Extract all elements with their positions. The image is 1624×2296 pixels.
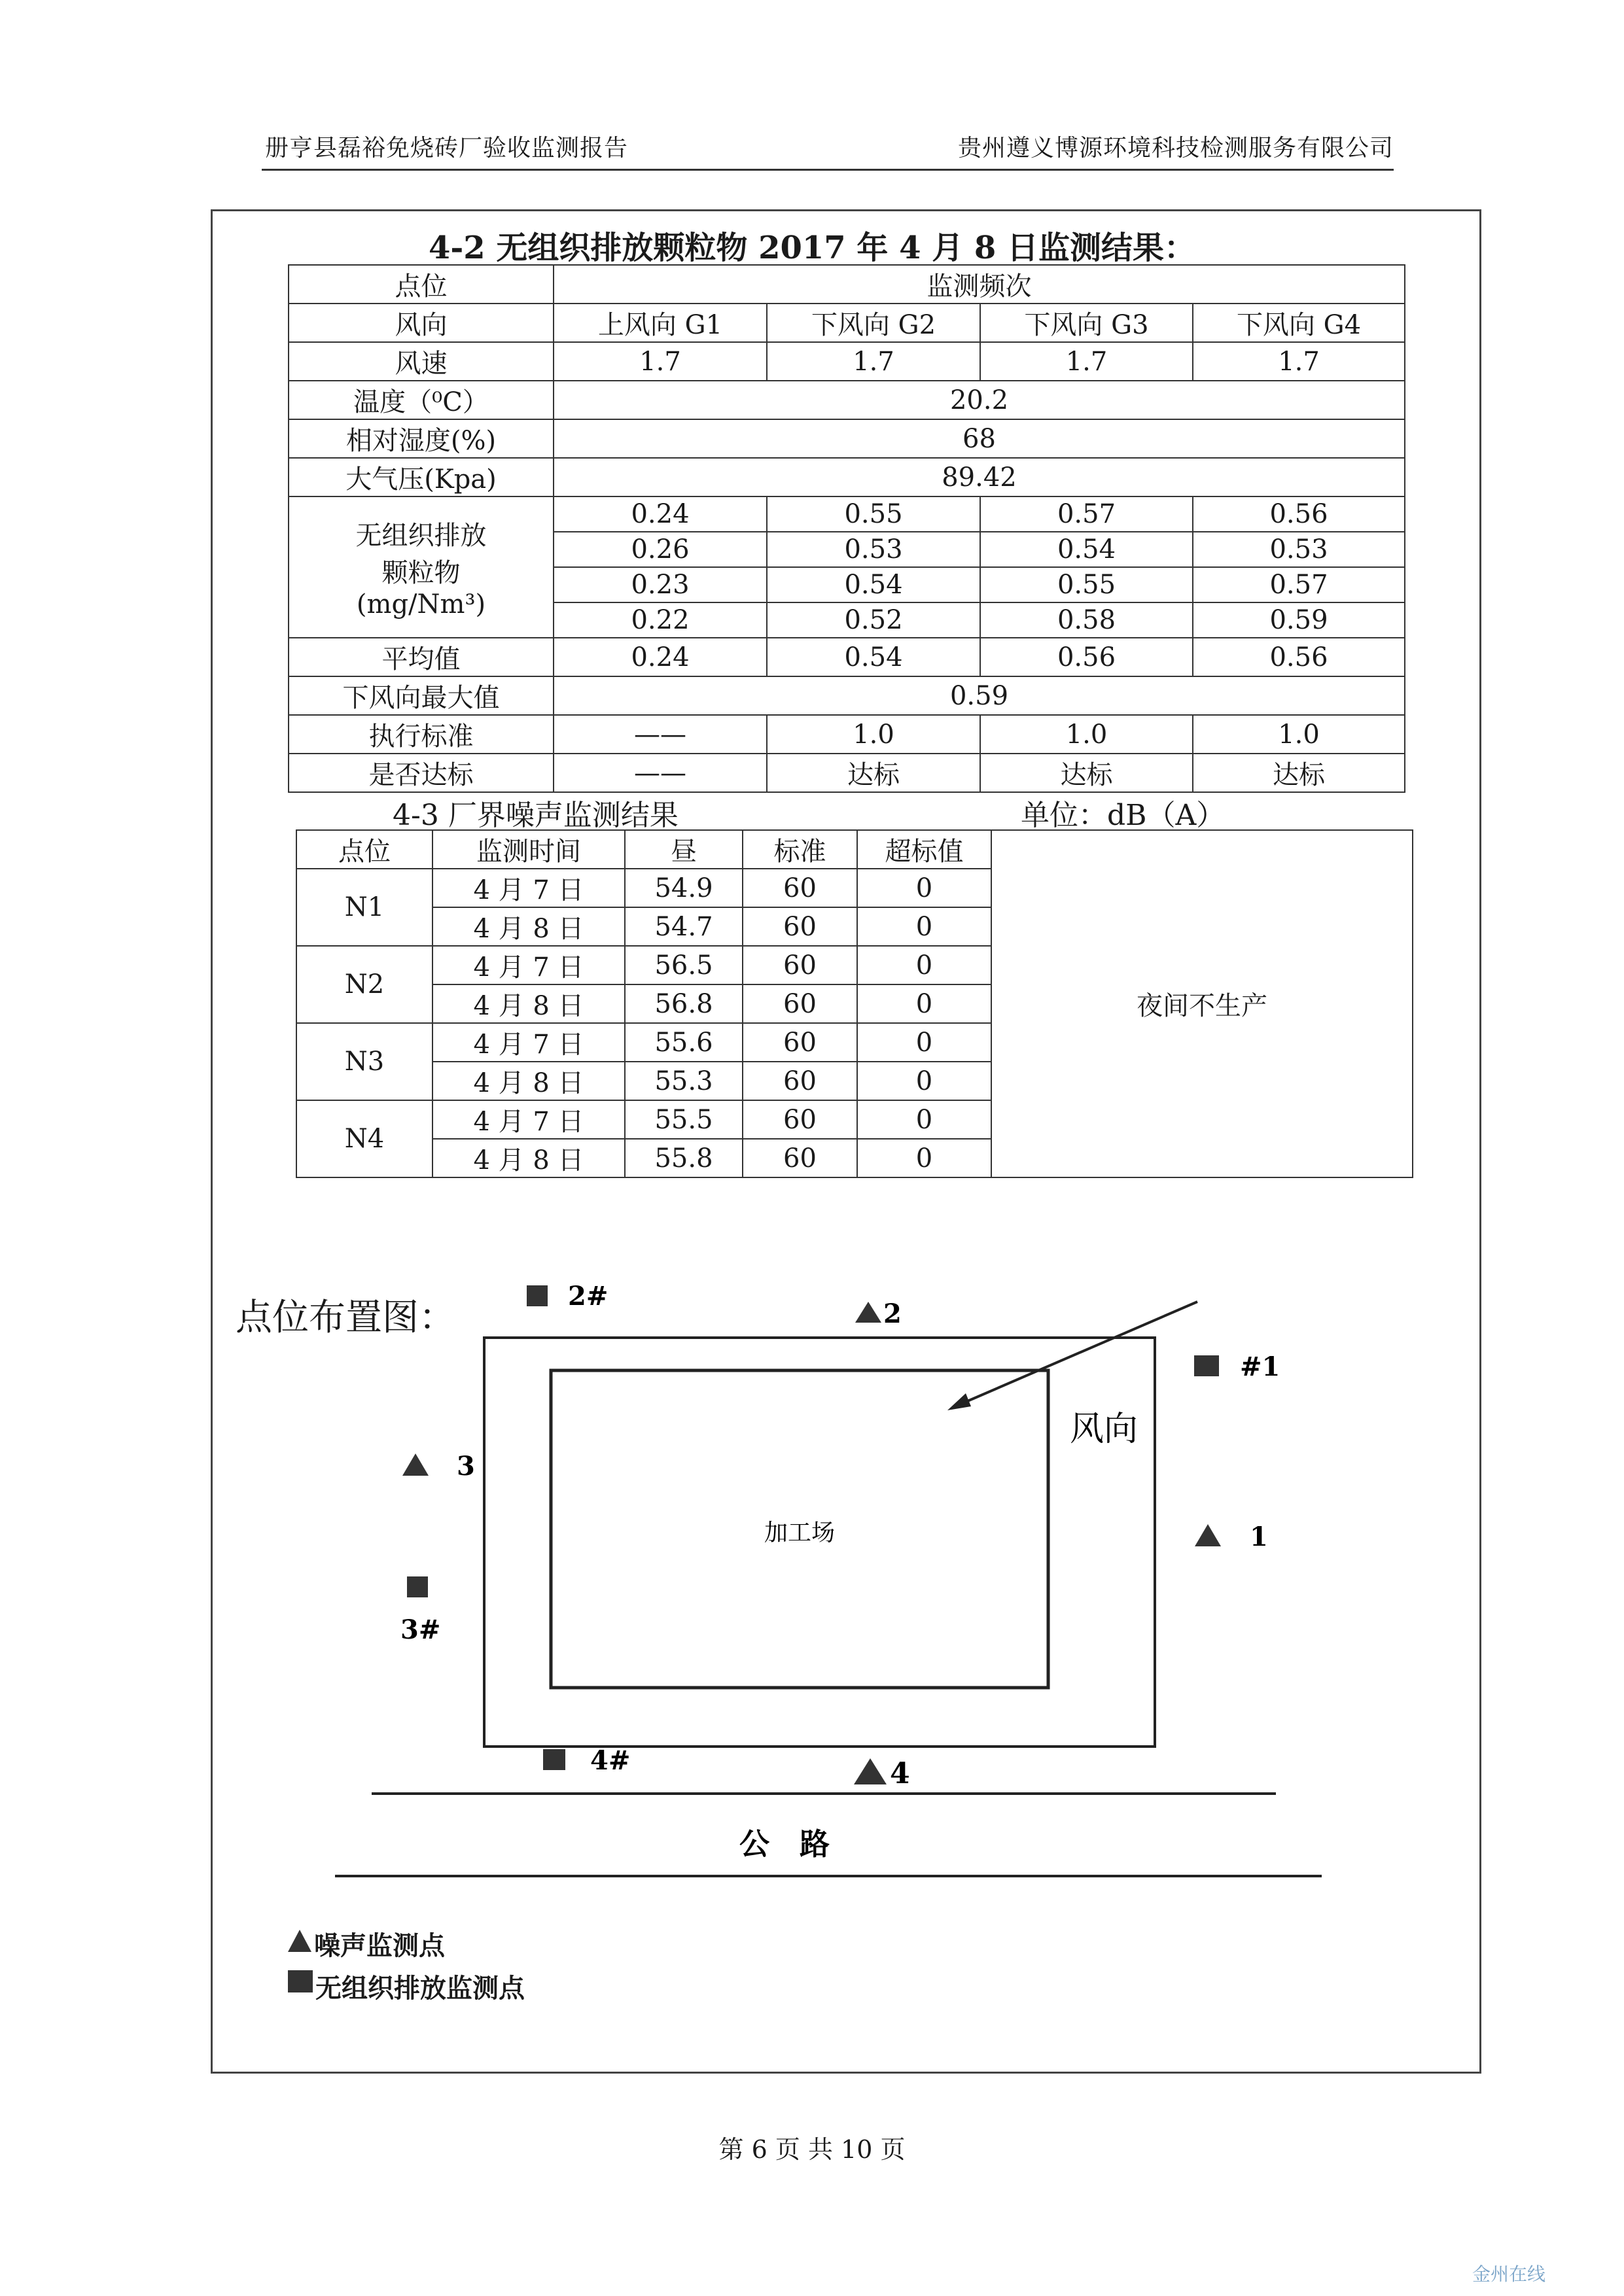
cell: 0.22 — [554, 602, 767, 638]
table-row — [289, 342, 1405, 381]
compliance-g1: —— — [554, 754, 767, 792]
cell: 54.9 — [625, 869, 743, 907]
label-frequency: 监测频次 — [554, 265, 1405, 304]
downwind-max-value: 0.59 — [554, 676, 1405, 715]
table-row — [289, 754, 1405, 792]
header-company: 贵州遵义博源环境科技检测服务有限公司 — [957, 135, 1394, 162]
average-g4: 0.56 — [1193, 638, 1405, 676]
label-standard: 执行标准 — [289, 715, 554, 754]
cell: 0.59 — [1193, 602, 1405, 638]
wind-dir-g3: 下风向 G3 — [980, 304, 1193, 342]
cell: 4 月 8 日 — [432, 984, 625, 1023]
night-note: 夜间不生产 — [991, 830, 1413, 1177]
header-day: 昼 — [625, 830, 743, 869]
cell: 60 — [743, 1100, 857, 1139]
label-wind-speed: 风速 — [289, 342, 554, 381]
cell: 4 月 7 日 — [432, 869, 625, 907]
dust-point-1-label: #1 — [1240, 1351, 1280, 1382]
wind-dir-g1: 上风向 G1 — [554, 304, 767, 342]
table1-title: 4-2 无组织排放颗粒物 2017 年 4 月 8 日监测结果： — [428, 230, 1196, 266]
cell: 4 月 8 日 — [432, 907, 625, 946]
label-humidity: 相对湿度(%) — [289, 419, 554, 458]
table-row — [289, 496, 1405, 532]
wind-dir-g4: 下风向 G4 — [1193, 304, 1405, 342]
average-g1: 0.24 — [554, 638, 767, 676]
wind-label: 风向 — [1070, 1410, 1139, 1449]
header-exceed: 超标值 — [857, 830, 991, 869]
cell: 4 月 7 日 — [432, 1100, 625, 1139]
cell: 60 — [743, 1023, 857, 1062]
noise-point-1-label: 1 — [1250, 1522, 1268, 1552]
pressure-value: 89.42 — [554, 458, 1405, 496]
table-row — [296, 830, 1413, 869]
cell: 0.23 — [554, 567, 767, 602]
label-compliance: 是否达标 — [289, 754, 554, 792]
cell: 60 — [743, 984, 857, 1023]
header-report-title: 册亨县磊裕免烧砖厂验收监测报告 — [265, 135, 629, 162]
label-particulates-line1: 无组织排放 — [355, 521, 487, 551]
cell: 0.56 — [1193, 496, 1405, 532]
cell: 0 — [857, 984, 991, 1023]
cell: 0 — [857, 1062, 991, 1100]
table-row — [289, 304, 1405, 342]
cell: 60 — [743, 907, 857, 946]
cell: 60 — [743, 1139, 857, 1177]
average-g2: 0.54 — [767, 638, 980, 676]
noise-point-3-label: 3 — [457, 1451, 475, 1482]
standard-g3: 1.0 — [980, 715, 1193, 754]
noise-table — [296, 829, 1413, 1178]
table-row — [289, 265, 1405, 304]
watermark: 金州在线 — [1472, 2263, 1545, 2285]
noise-point-4-label: 4 — [890, 1757, 910, 1790]
point-n4: N4 — [296, 1100, 432, 1177]
label-pressure: 大气压(Kpa) — [289, 458, 554, 496]
point-n2: N2 — [296, 946, 432, 1023]
humidity-value: 68 — [554, 419, 1405, 458]
cell: 4 月 7 日 — [432, 1023, 625, 1062]
cell: 55.6 — [625, 1023, 743, 1062]
standard-g2: 1.0 — [767, 715, 980, 754]
legend-dust-label: 无组织排放监测点 — [315, 1973, 525, 2004]
point-n1: N1 — [296, 869, 432, 946]
table2-unit: 单位：dB（A） — [1021, 799, 1226, 832]
table-row — [289, 638, 1405, 676]
cell: 0.54 — [980, 532, 1193, 567]
dust-point-4-label: 4# — [590, 1745, 631, 1776]
cell: 60 — [743, 946, 857, 984]
cell: 0.26 — [554, 532, 767, 567]
cell: 0 — [857, 1023, 991, 1062]
cell: 0.52 — [767, 602, 980, 638]
site-label: 加工场 — [764, 1520, 836, 1546]
average-g3: 0.56 — [980, 638, 1193, 676]
table-row — [289, 381, 1405, 419]
noise-point-2-label: 2 — [883, 1298, 902, 1329]
road-label: 公 路 — [739, 1826, 830, 1862]
label-particulates-line2: 颗粒物 — [381, 558, 461, 588]
cell: 0.53 — [767, 532, 980, 567]
header-point: 点位 — [296, 830, 432, 869]
cell: 0.54 — [767, 567, 980, 602]
cell: 56.8 — [625, 984, 743, 1023]
cell: 55.8 — [625, 1139, 743, 1177]
wind-speed-g4: 1.7 — [1193, 342, 1405, 381]
compliance-g4: 达标 — [1193, 754, 1405, 792]
table-row — [289, 419, 1405, 458]
cell: 4 月 8 日 — [432, 1139, 625, 1177]
table-row — [289, 458, 1405, 496]
cell: 60 — [743, 869, 857, 907]
label-particulates — [289, 496, 554, 638]
cell: 0 — [857, 946, 991, 984]
cell: 0.57 — [980, 496, 1193, 532]
label-point: 点位 — [289, 265, 554, 304]
cell: 0.58 — [980, 602, 1193, 638]
cell: 0.53 — [1193, 532, 1405, 567]
table-row — [289, 676, 1405, 715]
label-average: 平均值 — [289, 638, 554, 676]
label-temperature: 温度（⁰C） — [289, 381, 554, 419]
cell: 0 — [857, 1100, 991, 1139]
label-wind-direction: 风向 — [289, 304, 554, 342]
table-row — [289, 715, 1405, 754]
cell: 0 — [857, 869, 991, 907]
standard-g1: —— — [554, 715, 767, 754]
cell: 54.7 — [625, 907, 743, 946]
compliance-g3: 达标 — [980, 754, 1193, 792]
cell: 0.57 — [1193, 567, 1405, 602]
point-n3: N3 — [296, 1023, 432, 1100]
cell: 4 月 7 日 — [432, 946, 625, 984]
dust-point-2-label: 2# — [568, 1281, 609, 1312]
header-standard: 标准 — [743, 830, 857, 869]
wind-speed-g3: 1.7 — [980, 342, 1193, 381]
layout-diagram-title: 点位布置图： — [236, 1296, 455, 1339]
cell: 60 — [743, 1062, 857, 1100]
page-number: 第 6 页 共 10 页 — [718, 2135, 906, 2164]
cell: 55.3 — [625, 1062, 743, 1100]
label-particulates-unit: (mg/Nm³) — [356, 589, 486, 619]
header-time: 监测时间 — [432, 830, 625, 869]
cell: 0 — [857, 1139, 991, 1177]
dust-point-3-label: 3# — [400, 1614, 441, 1645]
cell: 0.55 — [767, 496, 980, 532]
cell: 4 月 8 日 — [432, 1062, 625, 1100]
standard-g4: 1.0 — [1193, 715, 1405, 754]
wind-speed-g1: 1.7 — [554, 342, 767, 381]
cell: 0 — [857, 907, 991, 946]
cell: 55.5 — [625, 1100, 743, 1139]
cell: 56.5 — [625, 946, 743, 984]
cell: 0.55 — [980, 567, 1193, 602]
particulate-table — [288, 264, 1405, 793]
label-downwind-max: 下风向最大值 — [289, 676, 554, 715]
wind-speed-g2: 1.7 — [767, 342, 980, 381]
table2-title: 4-3 厂界噪声监测结果 — [393, 799, 679, 832]
legend-noise-label: 噪声监测点 — [314, 1930, 445, 1961]
cell: 0.24 — [554, 496, 767, 532]
header-divider — [262, 169, 1394, 171]
temperature-value: 20.2 — [554, 381, 1405, 419]
wind-dir-g2: 下风向 G2 — [767, 304, 980, 342]
compliance-g2: 达标 — [767, 754, 980, 792]
